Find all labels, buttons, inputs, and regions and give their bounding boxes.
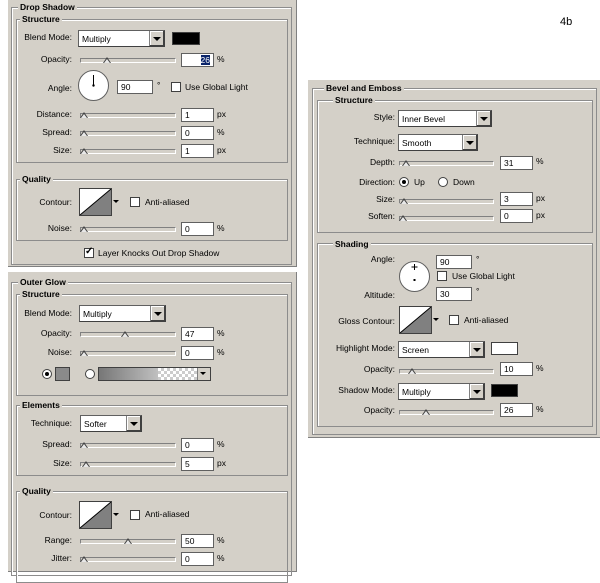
- og-range-value: 50: [185, 536, 195, 546]
- be-technique-value: Smooth: [402, 138, 432, 148]
- og-technique-label: Technique:: [30, 418, 72, 428]
- slider-thumb[interactable]: [422, 409, 430, 415]
- og-opacity-value: 47: [185, 329, 195, 339]
- ds-opacity-unit: %: [217, 54, 225, 64]
- contour-curve-icon: [400, 307, 431, 333]
- be-shadow-mode-select[interactable]: [398, 383, 485, 400]
- slider-track: [80, 58, 176, 63]
- slider-track: [80, 113, 176, 118]
- og-size-unit: px: [217, 458, 226, 468]
- ds-layer-knocks-out-checkbox[interactable]: [84, 248, 94, 258]
- be-highlight-mode-select[interactable]: [398, 341, 485, 358]
- be-shadow-opacity-input[interactable]: [500, 403, 533, 417]
- ds-spread-label: Spread:: [42, 127, 72, 137]
- slider-track: [80, 131, 176, 136]
- be-technique-label: Technique:: [353, 136, 395, 146]
- be-use-global-light-label: Use Global Light: [452, 271, 515, 281]
- ds-spread-input[interactable]: [181, 126, 214, 140]
- chevron-down-icon[interactable]: [112, 501, 121, 529]
- og-spread-slider[interactable]: [80, 441, 176, 449]
- be-highlight-mode-value: Screen: [402, 345, 429, 355]
- slider-track: [399, 216, 494, 221]
- slider-track: [80, 149, 176, 154]
- ds-angle-unit: °: [157, 80, 161, 90]
- ds-spread-slider[interactable]: [80, 129, 176, 137]
- chevron-down-icon[interactable]: [432, 306, 441, 334]
- chevron-down-icon: [149, 31, 164, 46]
- slider-thumb[interactable]: [80, 130, 88, 136]
- be-gloss-contour-label: Gloss Contour:: [338, 316, 395, 326]
- og-anti-aliased-label: Anti-aliased: [145, 509, 190, 519]
- be-anti-aliased-checkbox[interactable]: [449, 315, 459, 325]
- ds-opacity-value: 26: [200, 55, 210, 65]
- checkmark-icon: ✓: [85, 246, 94, 257]
- ds-distance-input[interactable]: [181, 108, 214, 122]
- ds-anti-aliased-checkbox[interactable]: [130, 197, 140, 207]
- be-shadow-opacity-slider[interactable]: [399, 408, 494, 416]
- slider-thumb[interactable]: [80, 556, 88, 562]
- be-use-global-light-checkbox[interactable]: [437, 271, 447, 281]
- og-quality-title: Quality: [22, 486, 51, 496]
- ds-opacity-slider[interactable]: [80, 56, 176, 64]
- dial-needle-icon: [79, 71, 108, 100]
- slider-track: [399, 161, 494, 166]
- og-range-label: Range:: [44, 535, 72, 545]
- contour-curve-icon: [80, 189, 111, 215]
- chevron-down-icon: [126, 416, 141, 431]
- be-altitude-input[interactable]: [436, 287, 472, 301]
- ds-angle-value: 90: [121, 82, 131, 92]
- be-angle-value: 90: [440, 257, 450, 267]
- slider-thumb[interactable]: [80, 442, 88, 448]
- ds-angle-dial[interactable]: [78, 70, 109, 101]
- og-anti-aliased-checkbox[interactable]: [130, 510, 140, 520]
- be-highlight-mode-label: Highlight Mode:: [335, 343, 395, 353]
- og-noise-unit: %: [217, 347, 225, 357]
- og-opacity-input[interactable]: [181, 327, 214, 341]
- be-altitude-unit: °: [476, 286, 480, 296]
- ds-distance-value: 1: [185, 110, 190, 120]
- slider-track: [80, 462, 176, 467]
- og-jitter-input[interactable]: [181, 552, 214, 566]
- be-altitude-label: Altitude:: [364, 290, 395, 300]
- ds-blend-mode-value: Multiply: [82, 34, 111, 44]
- og-technique-select[interactable]: [80, 415, 142, 432]
- be-size-value: 3: [504, 194, 509, 204]
- be-angle-dial[interactable]: [399, 261, 430, 292]
- be-direction-down-radio[interactable]: [438, 177, 448, 187]
- ds-distance-label: Distance:: [36, 109, 72, 119]
- og-noise-slider[interactable]: [80, 349, 176, 357]
- og-size-value: 5: [185, 459, 190, 469]
- be-style-select[interactable]: [398, 110, 492, 127]
- ds-spread-unit: %: [217, 127, 225, 137]
- ds-distance-slider[interactable]: [80, 111, 176, 119]
- slider-thumb[interactable]: [124, 538, 132, 544]
- be-shadow-opacity-value: 26: [504, 405, 514, 415]
- slider-thumb[interactable]: [402, 160, 410, 166]
- og-jitter-slider[interactable]: [80, 555, 176, 563]
- be-highlight-opacity-unit: %: [536, 363, 544, 373]
- ds-anti-aliased-label: Anti-aliased: [145, 197, 190, 207]
- be-shadow-mode-label: Shadow Mode:: [338, 385, 395, 395]
- be-highlight-opacity-value: 10: [504, 364, 514, 374]
- og-blend-mode-value: Multiply: [83, 309, 112, 319]
- slider-track: [399, 410, 494, 415]
- og-jitter-value: 0: [185, 554, 190, 564]
- slider-thumb[interactable]: [408, 368, 416, 374]
- be-style-label: Style:: [373, 112, 395, 122]
- og-elements-title: Elements: [22, 400, 60, 410]
- be-depth-input[interactable]: [500, 156, 533, 170]
- be-highlight-color-swatch[interactable]: [491, 342, 518, 355]
- og-structure-title: Structure: [22, 289, 60, 299]
- og-spread-label: Spread:: [42, 439, 72, 449]
- chevron-down-icon: [197, 368, 210, 380]
- be-size-slider[interactable]: [399, 197, 494, 205]
- be-soften-value: 0: [504, 211, 509, 221]
- chevron-down-icon: [469, 342, 484, 357]
- be-highlight-opacity-slider[interactable]: [399, 367, 494, 375]
- og-size-slider[interactable]: [80, 460, 176, 468]
- be-soften-unit: px: [536, 210, 545, 220]
- og-noise-input[interactable]: [181, 346, 214, 360]
- slider-thumb[interactable]: [80, 148, 88, 154]
- og-opacity-label: Opacity:: [40, 328, 72, 338]
- og-spread-input[interactable]: [181, 438, 214, 452]
- be-size-label: Size:: [376, 194, 395, 204]
- og-range-slider[interactable]: [80, 537, 176, 545]
- og-range-unit: %: [217, 535, 225, 545]
- drop-shadow-title: Drop Shadow: [20, 2, 75, 12]
- be-gloss-contour-picker[interactable]: [399, 306, 432, 334]
- bevel-emboss-panel: [308, 80, 600, 438]
- outer-glow-panel: [8, 272, 297, 572]
- slider-track: [80, 557, 176, 562]
- be-anti-aliased-label: Anti-aliased: [464, 315, 509, 325]
- ds-quality-title: Quality: [22, 174, 51, 184]
- be-soften-slider[interactable]: [399, 214, 494, 222]
- be-angle-input[interactable]: [436, 255, 472, 269]
- og-blend-mode-label: Blend Mode:: [24, 308, 72, 318]
- og-gradient-radio[interactable]: [85, 369, 95, 379]
- drop-shadow-panel: [8, 0, 297, 267]
- be-shadow-mode-value: Multiply: [402, 387, 431, 397]
- ds-size-input[interactable]: [181, 144, 214, 158]
- be-angle-unit: °: [476, 254, 480, 264]
- be-highlight-opacity-label: Opacity:: [363, 364, 395, 374]
- ds-angle-input[interactable]: [117, 80, 153, 94]
- be-depth-slider[interactable]: [399, 159, 494, 167]
- be-structure-title: Structure: [335, 95, 373, 105]
- be-direction-up-label: Up: [414, 177, 425, 187]
- slider-thumb[interactable]: [399, 215, 407, 221]
- transparency-pattern: [158, 368, 198, 380]
- slider-track: [80, 351, 176, 356]
- be-size-input[interactable]: [500, 192, 533, 206]
- slider-track: [80, 227, 176, 232]
- og-solid-color-radio[interactable]: [42, 369, 52, 379]
- ds-size-slider[interactable]: [80, 147, 176, 155]
- ds-shadow-color-swatch[interactable]: [172, 32, 200, 45]
- be-angle-label: Angle:: [370, 254, 395, 264]
- slider-thumb[interactable]: [103, 57, 111, 63]
- be-depth-value: 31: [504, 158, 514, 168]
- ds-size-label: Size:: [53, 145, 72, 155]
- contour-curve-icon: [80, 502, 111, 528]
- ds-opacity-label: Opacity:: [40, 54, 72, 64]
- ds-size-unit: px: [217, 145, 226, 155]
- chevron-down-icon: [476, 111, 491, 126]
- ds-opacity-input[interactable]: [181, 53, 214, 67]
- figure-label: 4b: [560, 16, 573, 28]
- ds-contour-label: Contour:: [39, 197, 72, 207]
- chevron-down-icon[interactable]: [112, 188, 121, 216]
- ds-use-global-light-label: Use Global Light: [185, 82, 248, 92]
- og-spread-value: 0: [185, 440, 190, 450]
- og-size-input[interactable]: [181, 457, 214, 471]
- outer-glow-title: Outer Glow: [20, 277, 66, 287]
- slider-thumb[interactable]: [80, 112, 88, 118]
- og-opacity-slider[interactable]: [80, 330, 176, 338]
- be-direction-down-label: Down: [453, 177, 475, 187]
- og-jitter-label: Jitter:: [51, 553, 72, 563]
- be-shadow-color-swatch[interactable]: [491, 384, 518, 397]
- ds-blend-mode-select[interactable]: [78, 30, 165, 47]
- slider-thumb[interactable]: [400, 198, 408, 204]
- slider-thumb[interactable]: [82, 461, 90, 467]
- ds-distance-unit: px: [217, 109, 226, 119]
- og-technique-value: Softer: [84, 419, 107, 429]
- og-jitter-unit: %: [217, 553, 225, 563]
- be-depth-unit: %: [536, 156, 544, 166]
- be-soften-label: Soften:: [368, 211, 395, 221]
- be-soften-input[interactable]: [500, 209, 533, 223]
- crosshair-icon: [400, 262, 429, 291]
- slider-thumb[interactable]: [80, 226, 88, 232]
- ds-contour-picker[interactable]: [79, 188, 112, 216]
- ds-noise-unit: %: [217, 223, 225, 233]
- be-highlight-opacity-input[interactable]: [500, 362, 533, 376]
- slider-track: [80, 443, 176, 448]
- ds-use-global-light-checkbox[interactable]: [171, 82, 181, 92]
- ds-layer-knocks-out-label: Layer Knocks Out Drop Shadow: [98, 248, 220, 258]
- be-direction-label: Direction:: [359, 177, 395, 187]
- ds-noise-input[interactable]: [181, 222, 214, 236]
- slider-track: [399, 199, 494, 204]
- be-shadow-opacity-unit: %: [536, 404, 544, 414]
- og-range-input[interactable]: [181, 534, 214, 548]
- be-shadow-opacity-label: Opacity:: [363, 405, 395, 415]
- slider-thumb[interactable]: [121, 331, 129, 337]
- og-contour-picker[interactable]: [79, 501, 112, 529]
- be-depth-label: Depth:: [369, 157, 395, 167]
- be-technique-select[interactable]: [398, 134, 478, 151]
- og-glow-color-swatch[interactable]: [55, 367, 70, 381]
- ds-noise-slider[interactable]: [80, 225, 176, 233]
- bevel-emboss-title: Bevel and Emboss: [326, 83, 402, 93]
- be-direction-up-radio[interactable]: [399, 177, 409, 187]
- ds-blend-mode-label: Blend Mode:: [24, 32, 72, 42]
- og-noise-label: Noise:: [47, 347, 72, 357]
- og-gradient-picker[interactable]: [98, 367, 211, 381]
- ds-angle-label: Angle:: [47, 83, 72, 93]
- ds-spread-value: 0: [185, 128, 190, 138]
- slider-thumb[interactable]: [80, 350, 88, 356]
- chevron-down-icon: [150, 306, 165, 321]
- og-size-label: Size:: [53, 458, 72, 468]
- be-style-value: Inner Bevel: [402, 114, 445, 124]
- og-contour-label: Contour:: [39, 510, 72, 520]
- og-noise-value: 0: [185, 348, 190, 358]
- ds-noise-label: Noise:: [47, 223, 72, 233]
- og-blend-mode-select[interactable]: [79, 305, 166, 322]
- og-opacity-unit: %: [217, 328, 225, 338]
- be-size-unit: px: [536, 193, 545, 203]
- chevron-down-icon: [469, 384, 484, 399]
- chevron-down-icon: [462, 135, 477, 150]
- be-shading-title: Shading: [335, 239, 369, 249]
- og-spread-unit: %: [217, 439, 225, 449]
- ds-noise-value: 0: [185, 224, 190, 234]
- ds-size-value: 1: [185, 146, 190, 156]
- be-altitude-value: 30: [440, 289, 450, 299]
- ds-structure-title: Structure: [22, 14, 60, 24]
